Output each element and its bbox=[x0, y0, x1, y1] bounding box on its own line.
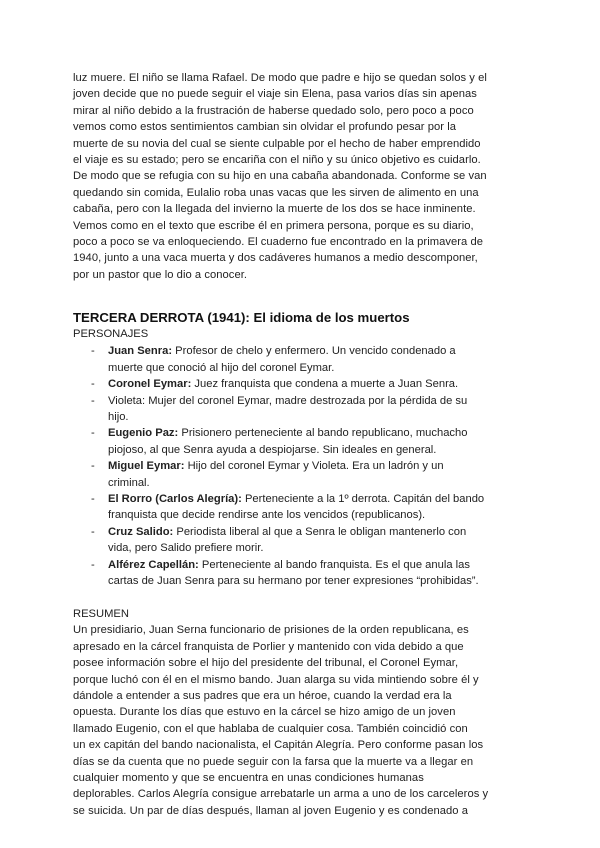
bullet-dash: - bbox=[91, 492, 95, 505]
bullet-dash: - bbox=[91, 394, 95, 407]
resumen-paragraph bbox=[73, 622, 528, 819]
character-description: criminal. bbox=[108, 476, 150, 489]
character-line bbox=[108, 524, 528, 540]
intro-line: luz muere. El niño se llama Rafael. De modo que padre e hijo se quedan solos y el bbox=[73, 72, 487, 84]
character-description: hijo. bbox=[108, 410, 129, 423]
resumen-line: cualquier momento y que se encuentra en unas condiciones humanas bbox=[73, 772, 424, 785]
resumen-label: RESUMEN bbox=[73, 608, 129, 621]
character-description: Perteneciente al bando franquista. Es el que anula las bbox=[198, 558, 470, 571]
intro-line: poco a poco se va enloqueciendo. El cuaderno fue encontrado en la primavera de bbox=[73, 236, 484, 249]
character-description: franquista que decide rendirse ante los vencidos (republicanos). bbox=[108, 509, 426, 522]
character-item bbox=[91, 393, 528, 426]
resumen-line: llamado Eugenio, con el que hablaba de cualquier cosa. También coincidió con bbox=[73, 722, 468, 735]
character-description: muerte que conoció al hijo del coronel Eymar. bbox=[108, 361, 335, 374]
character-name: Miguel Eymar: bbox=[108, 460, 185, 473]
character-description: Perteneciente a la 1º derrota. Capitán del bando bbox=[241, 492, 485, 505]
resumen-line: posee información sobre el hijo del presidente del tribunal, el Coronel Eymar, bbox=[73, 657, 459, 670]
character-item bbox=[91, 425, 528, 458]
character-name: Alférez Capellán: bbox=[108, 558, 199, 571]
resumen-line: Un presidiario, Juan Serna funcionario de prisiones de la orden republicana, es bbox=[73, 624, 469, 637]
bullet-dash: - bbox=[91, 525, 95, 538]
character-line bbox=[108, 475, 528, 491]
characters-list bbox=[73, 343, 528, 589]
resumen-line: dándole a entender a sus padres que era un héroe, cuando la verdad era la bbox=[73, 690, 452, 702]
character-description: cartas de Juan Senra para su hermano por tener expresiones “prohibidas”. bbox=[108, 574, 479, 587]
character-line bbox=[108, 343, 528, 359]
intro-line: cabaña, pero con la llegada del invierno la muerte de los dos se hace inminente. bbox=[73, 203, 476, 216]
character-line bbox=[108, 573, 528, 589]
resumen-line: días se da cuenta que no puede seguir con la farsa que la muerte va a llegar en bbox=[73, 755, 474, 768]
bullet-dash: - bbox=[91, 345, 95, 358]
bullet-dash: - bbox=[91, 378, 95, 391]
bullet-dash: - bbox=[91, 558, 95, 571]
character-description: Hijo del coronel Eymar y Violeta. Era un ladrón y un bbox=[184, 460, 444, 473]
character-line bbox=[108, 409, 528, 425]
character-name: Juan Senra: bbox=[108, 345, 173, 358]
resumen-line: porque luchó con él en el mismo bando. Juan alarga su vida mintiendo sobre él y bbox=[73, 673, 479, 686]
bullet-dash: - bbox=[91, 427, 95, 440]
intro-line: Vemos como en el texto que escribe él en primera persona, porque es su diario, bbox=[73, 219, 474, 232]
character-line bbox=[108, 376, 528, 392]
intro-line: mirar al niño debido a la frustración de haberse quedado solo, pero poco a poco bbox=[73, 104, 474, 117]
character-line bbox=[108, 393, 528, 409]
character-line bbox=[108, 557, 528, 573]
character-name: Eugenio Paz: bbox=[108, 427, 179, 440]
character-description: Periodista liberal al que a Senra le obligan mantenerlo con bbox=[173, 525, 467, 538]
character-description: piojoso, al que Senra ayuda a despiojarse. Sin ideales en general. bbox=[108, 443, 437, 456]
character-item bbox=[91, 524, 528, 557]
character-description: Profesor de chelo y enfermero. Un vencido condenado a bbox=[172, 345, 456, 358]
character-item bbox=[91, 491, 528, 524]
character-description: vida, pero Salido prefiere morir. bbox=[108, 542, 264, 555]
intro-line: joven decide que no puede seguir el viaje sin Elena, pasa varios días sin apenas bbox=[73, 88, 477, 101]
resumen-line: apresado en la cárcel franquista de Porlier y mantenido con vida debido a que bbox=[73, 640, 464, 653]
character-name: Cruz Salido: bbox=[108, 525, 174, 538]
section-title: TERCERA DERROTA (1941): El idioma de los muertos bbox=[73, 310, 410, 326]
character-item bbox=[91, 343, 528, 376]
character-line bbox=[108, 491, 528, 507]
character-description: Violeta: Mujer del coronel Eymar, madre destrozada por la pérdida de su bbox=[108, 394, 468, 407]
character-name: Coronel Eymar: bbox=[108, 378, 192, 391]
character-item bbox=[91, 376, 528, 392]
intro-paragraph bbox=[73, 70, 528, 283]
resumen-line: opuesta. Durante los días que estuvo en la cárcel se hizo amigo de un joven bbox=[73, 706, 456, 719]
character-description: Prisionero perteneciente al bando republicano, muchacho bbox=[178, 427, 468, 440]
character-line bbox=[108, 540, 528, 556]
intro-line: vemos como estos sentimientos cambian sin olvidar el profundo pesar por la bbox=[73, 121, 457, 134]
resumen-line: un ex capitán del bando nacionalista, el Capitán Alegría. Pero conforme pasan los bbox=[73, 739, 484, 752]
intro-line: el viaje es su estado; pero se encariña con el niño y su único objetivo es cuidarlo. bbox=[73, 154, 481, 167]
bullet-dash: - bbox=[91, 460, 95, 473]
intro-line: quedando sin comida, Eulalio roba unas vacas que les sirven de alimento en una bbox=[73, 186, 479, 199]
character-line bbox=[108, 442, 528, 458]
intro-line: muerte de su novia del cual se siente culpable por el hecho de haber emprendido bbox=[73, 137, 481, 150]
character-line bbox=[108, 458, 528, 474]
intro-line: 1940, junto a una vaca muerta y dos cadáveres humanos a medio descomponer, bbox=[73, 252, 478, 265]
character-line bbox=[108, 507, 528, 523]
intro-line: por un pastor que lo dio a conocer. bbox=[73, 268, 248, 281]
character-line bbox=[108, 360, 528, 376]
personajes-label: PERSONAJES bbox=[73, 328, 149, 341]
resumen-line: se suicida. Un par de días después, llaman al joven Eugenio y es condenado a bbox=[73, 804, 468, 817]
character-name: El Rorro (Carlos Alegría): bbox=[108, 492, 242, 505]
character-description: Juez franquista que condena a muerte a Juan Senra. bbox=[191, 378, 459, 391]
character-item bbox=[91, 458, 528, 491]
character-item bbox=[91, 557, 528, 590]
resumen-line: deplorables. Carlos Alegría consigue arrebatarle un arma a uno de los carceleros y bbox=[73, 788, 489, 801]
character-line bbox=[108, 425, 528, 441]
intro-line: De modo que se refugia con su hijo en una cabaña abandonada. Conforme se van bbox=[73, 170, 487, 183]
